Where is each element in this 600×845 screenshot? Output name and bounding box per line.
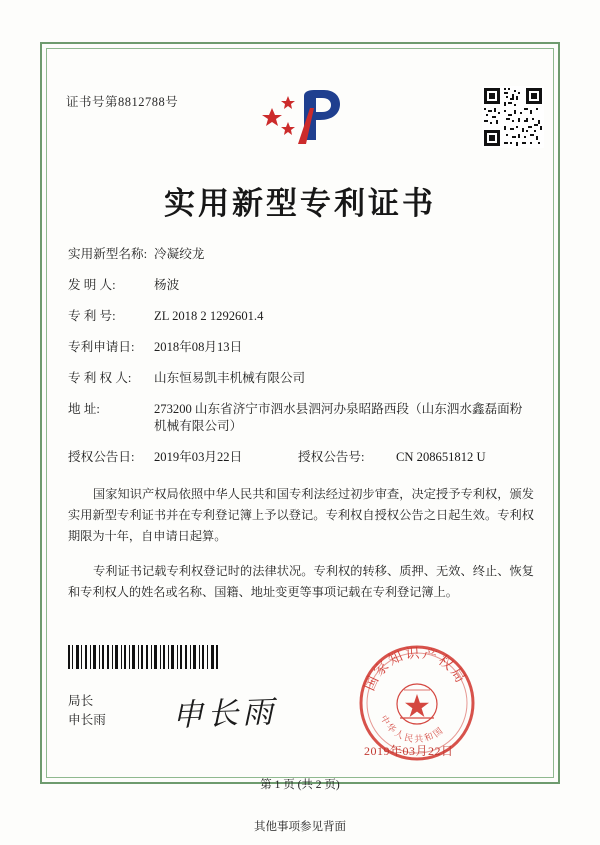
field-application-date: [68, 339, 538, 356]
qr-code-icon: [482, 86, 544, 148]
field-value: 杨波: [154, 278, 180, 292]
grant-date-value: 2019年03月22日: [154, 450, 243, 464]
footer-note: 其他事项参见背面: [254, 821, 346, 833]
page-number: 第 1 页 (共 2 页): [260, 779, 340, 791]
certificate-number: 证书号第8812788号: [66, 95, 179, 109]
barcode: [68, 645, 218, 669]
field-grant-announcement: [68, 449, 538, 466]
field-label: 专 利 权 人:: [68, 371, 132, 385]
field-value: 冷凝绞龙: [154, 247, 205, 261]
field-utility-model-name: [68, 246, 538, 263]
seal-text-bottom: 中华人民共和国: [378, 713, 447, 745]
signature-title-label: 局长: [68, 694, 94, 708]
seal-date: 2019年03月22日: [364, 744, 454, 758]
field-value: 2018年08月13日: [154, 340, 243, 354]
signature-block: [68, 692, 106, 730]
field-value: 273200 山东省济宁市泗水县泗河办泉昭路西段（山东泗水鑫磊面粉机械有限公司）: [154, 402, 523, 433]
corner-ornament-top-left: [40, 42, 54, 56]
page-title: 实用新型专利证书: [164, 186, 436, 221]
svg-text:国家知识产权局: [362, 645, 469, 693]
seal-text-top: 国家知识产权局: [362, 646, 469, 694]
field-patent-number: [68, 308, 538, 325]
handwritten-signature: 申长雨: [171, 694, 278, 734]
field-label: 专利申请日:: [68, 340, 135, 354]
field-inventor: [68, 277, 538, 294]
grant-number-label: 授权公告号:: [298, 450, 365, 464]
field-label: 专 利 号:: [68, 309, 116, 323]
field-value: 山东恒易凯丰机械有限公司: [154, 371, 306, 385]
field-address: [68, 401, 538, 435]
grant-date-label: 授权公告日:: [68, 450, 135, 464]
field-patentee: [68, 370, 538, 387]
cnipa-logo-icon: [258, 82, 344, 152]
legal-text: [68, 484, 534, 617]
field-label: 发 明 人:: [68, 278, 116, 292]
legal-paragraph-1: 国家知识产权局依照中华人民共和国专利法经过初步审查，决定授予专利权，颁发实用新型专利证书并在专利登记簿上予以登记。专利权自授权公告之日起生效。专利权期限为十年，自申请日起算。: [68, 487, 534, 543]
certificate-fields: [68, 246, 538, 480]
field-value: ZL 2018 2 1292601.4: [154, 309, 264, 323]
signature-name-label: 申长雨: [68, 713, 106, 727]
field-label: 实用新型名称:: [68, 247, 148, 261]
corner-ornament-top-right: [546, 42, 560, 56]
grant-number-value: CN 208651812 U: [396, 450, 486, 464]
field-label: 地 址:: [68, 402, 100, 416]
legal-paragraph-2: 专利证书记载专利权登记时的法律状况。专利权的转移、质押、无效、终止、恢复和专利权人的姓名或名称、国籍、地址变更等事项记载在专利登记簿上。: [68, 564, 534, 599]
